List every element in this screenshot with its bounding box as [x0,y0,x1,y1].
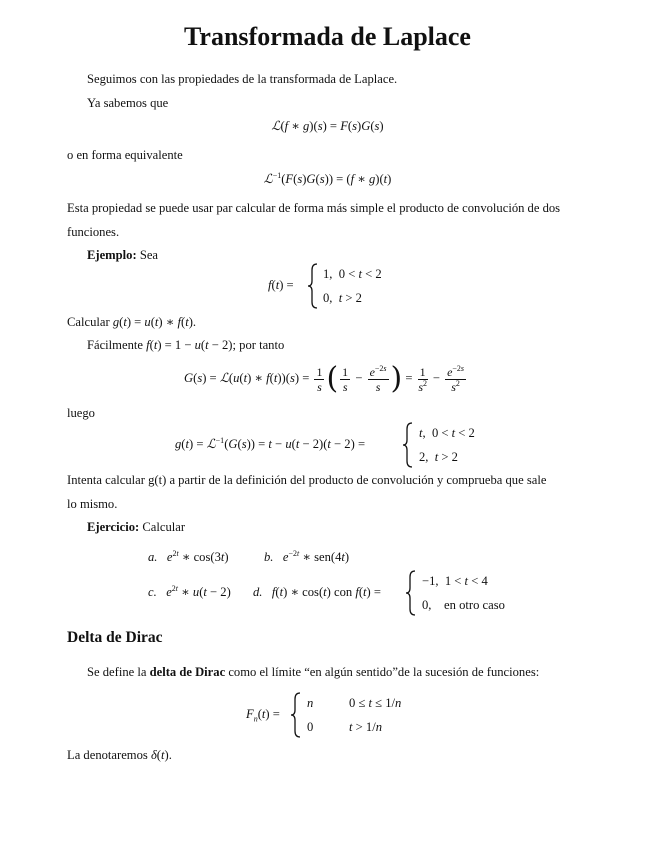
left-brace-icon [402,421,414,469]
ya-sabemos-text: Ya sabemos que [87,96,169,110]
left-brace-icon [290,691,302,739]
por-tanto-text: ; por tanto [232,338,285,352]
intenta-line2: lo mismo. [67,497,118,511]
property-paragraph-line1: Esta propiedad se puede usar par calcular de forma más simple el producto de convolución de dos [67,201,561,215]
calculate-g-line: Calcular g(t) = u(t) ∗ f(t). [67,315,197,329]
intenta-line1: Intenta calcular g(t) a partir de la definición del producto de convolución y comprueba que sale [67,473,547,487]
page-title: Transformada de Laplace [184,22,471,51]
exercise-b: b. $e^{-2t}$ ∗ sen(4t) [264,548,350,564]
convolution-theorem-equation: ℒ(f ∗ g)(s) = F(s)G(s) [271,119,384,133]
exercise-d: d. f(t) ∗ cos(t) con f(t) = [253,585,381,599]
left-brace-icon [307,262,319,310]
dirac-definition: Se define la delta de Dirac como el límite “en algún sentido”de la sucesión de funciones: [87,665,540,679]
inverse-convolution-equation: ℒ$^{-1}$(F(s)G(s)) = (f ∗ g)(t) [263,170,392,186]
denotaremos-line: La denotaremos δ(t). [67,748,172,762]
property-paragraph-line2: funciones. [67,225,120,239]
left-brace-icon [405,569,417,617]
exercise-label: Ejercicio: [87,520,140,534]
facilmente-line: Fácilmente f(t) = 1 − u(t − 2); por tanto [87,338,285,352]
exercise-c: c. $e^{2t}$ ∗ u(t − 2) [148,583,231,599]
exercise-a: a. $e^{2t}$ ∗ cos(3t) [148,548,229,564]
G-s-equation: G(s) = ℒ(u(t) ∗ f(t))(s) = $\frac{1}{s}$ ( $\frac{1}{s}$ − $\frac{e^{-2s}}{s}$ ) = $\frac{1}{s^2}$ − $\frac{e^{-2s}}{s^2}$ [184,361,465,397]
section-heading-dirac: Delta de Dirac [67,629,163,646]
document-page: Transformada de Laplace Seguimos con las propiedades de la transformada de Laplace. Ya sabemos que ℒ(f ∗ g)(s) = F(s)G(s) o en forma equivalente ℒ$^{-1}$(F(s)G(s)) = (f ∗ g)(t) Esta propiedad se puede usar par calcular de forma más simple el producto de convolución de dos funciones. Ejemplo: Sea f(t) = 1, 0 < t < 2 0, t > 2 Calcular g(t) = u(t) ∗ f(t). Fácilmente f(t) = 1 − u(t − 2); por tanto G(s) = ℒ(u(t) ∗ f(t))(s) = $\frac{1}{s}$ ( $\frac{1}{s}$ − $\frac{e^{-2s}}{s}$ ) = $\frac{1}{s^2}$ − $\frac{e^{-2s}}{s^2}$ luego g(t) = ℒ$^{-1}$(G(s)) = t − u(t − 2)(t − 2) = t, 0 < t < 2 2, t > 2 Intenta calcular g(t) a partir de la definición del producto de convolución y comprueba que sale lo mismo. Ejercicio: Calcular a. $e^{2t}$ ∗ cos(3t) b. $e^{-2t}$ ∗ sen(4t) c. $e^{2t}$ ∗ u(t − 2) d. f(t) ∗ cos(t) con f(t) = −1, 1 < t < 4 0, en otro caso Delta de Dirac Se define la delta de Dirac como el límite “en algún sentido”de la sucesión de funciones: $F_n(t)$ = n 0 ≤ t ≤ 1/n 0 t > 1/n La denotaremos δ(t). [0,0,655,848]
equivalent-form-text: o en forma equivalente [67,148,183,162]
example-text: Sea [139,248,159,262]
facilmente-text: Fácilmente [87,338,143,352]
example-label: Ejemplo: [87,248,137,262]
example-intro [87,247,158,263]
exercise-text: Calcular [142,520,186,534]
exercise-intro [87,519,185,535]
luego-text: luego [67,406,95,420]
calculate-text: Calcular [67,315,110,329]
intro-paragraph: Seguimos con las propiedades de la transformada de Laplace. [87,72,398,86]
